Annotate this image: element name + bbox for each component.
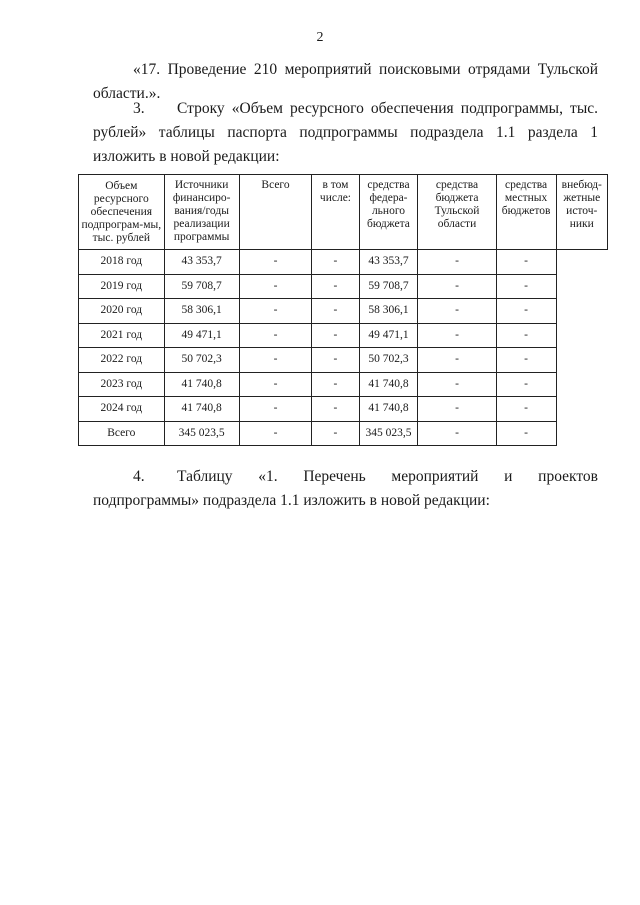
cell-total: 43 353,7 [164, 250, 239, 275]
paragraph-item-17: «17. Проведение 210 мероприятий поисковыми отрядами Тульской области.». [93, 61, 598, 102]
cell-federal: - [312, 421, 359, 446]
table-row-label: Объем ресурсного обеспечения подпрограм-мы, тыс. рублей [79, 175, 165, 250]
cell-total: 49 471,1 [164, 323, 239, 348]
cell-federal: - [312, 348, 359, 373]
table-row [79, 397, 608, 422]
paragraph-number: 3. [133, 100, 145, 117]
table-row [79, 250, 608, 275]
cell-extrabudgetary: - [496, 323, 556, 348]
cell-year: 2019 год [79, 274, 165, 299]
table-header-row [79, 175, 608, 250]
table-row [79, 299, 608, 324]
header-extrabudgetary: внебюд-жетные источ-ники [556, 175, 607, 250]
cell-federal: - [312, 372, 359, 397]
cell-regional: 43 353,7 [359, 250, 418, 275]
cell-extrabudgetary: - [496, 397, 556, 422]
cell-total: 41 740,8 [164, 397, 239, 422]
cell-extrabudgetary: - [496, 421, 556, 446]
page-number: 2 [316, 30, 324, 45]
cell-federal: - [312, 250, 359, 275]
cell-local: - [418, 421, 496, 446]
paragraph-item-3 [93, 97, 598, 169]
table-row [79, 421, 608, 446]
cell-extrabudgetary: - [496, 250, 556, 275]
cell-including: - [239, 372, 312, 397]
table-row [79, 372, 608, 397]
cell-regional: 49 471,1 [359, 323, 418, 348]
cell-total: 50 702,3 [164, 348, 239, 373]
cell-local: - [418, 323, 496, 348]
table-body [79, 250, 608, 446]
cell-total: 41 740,8 [164, 372, 239, 397]
cell-regional: 58 306,1 [359, 299, 418, 324]
cell-including: - [239, 250, 312, 275]
cell-local: - [418, 299, 496, 324]
cell-extrabudgetary: - [496, 274, 556, 299]
cell-total: 58 306,1 [164, 299, 239, 324]
header-regional: средства бюджета Тульской области [418, 175, 496, 250]
cell-regional: 50 702,3 [359, 348, 418, 373]
cell-including: - [239, 421, 312, 446]
table-row [79, 274, 608, 299]
cell-year: 2023 год [79, 372, 165, 397]
header-sources: Источники финансиро-вания/годы реализации программы [164, 175, 239, 250]
cell-including: - [239, 348, 312, 373]
cell-federal: - [312, 397, 359, 422]
table-row [79, 348, 608, 373]
cell-including: - [239, 397, 312, 422]
cell-total: 59 708,7 [164, 274, 239, 299]
header-total: Всего [239, 175, 312, 250]
cell-federal: - [312, 299, 359, 324]
cell-including: - [239, 323, 312, 348]
header-federal: средства федера-льного бюджета [359, 175, 418, 250]
cell-year: 2024 год [79, 397, 165, 422]
resource-table [78, 174, 608, 446]
cell-extrabudgetary: - [496, 372, 556, 397]
cell-total: 345 023,5 [164, 421, 239, 446]
cell-local: - [418, 274, 496, 299]
cell-extrabudgetary: - [496, 299, 556, 324]
cell-regional: 41 740,8 [359, 372, 418, 397]
cell-regional: 41 740,8 [359, 397, 418, 422]
cell-including: - [239, 274, 312, 299]
cell-federal: - [312, 323, 359, 348]
paragraph-text: Строку «Объем ресурсного обеспечения подпрограммы, тыс. рублей» таблицы паспорта подпрограммы подраздела 1.1 раздела 1 изложить в новой редакции: [93, 100, 598, 165]
paragraph-text: Таблицу «1. Перечень мероприятий и проектов подпрограммы» подраздела 1.1 изложить в новой редакции: [93, 468, 598, 509]
cell-local: - [418, 372, 496, 397]
cell-year: 2021 год [79, 323, 165, 348]
cell-federal: - [312, 274, 359, 299]
cell-year: 2020 год [79, 299, 165, 324]
cell-local: - [418, 397, 496, 422]
cell-year: 2018 год [79, 250, 165, 275]
cell-extrabudgetary: - [496, 348, 556, 373]
cell-regional: 59 708,7 [359, 274, 418, 299]
cell-including: - [239, 299, 312, 324]
cell-local: - [418, 250, 496, 275]
cell-year: 2022 год [79, 348, 165, 373]
header-including: в том числе: [312, 175, 359, 250]
cell-regional: 345 023,5 [359, 421, 418, 446]
cell-year: Всего [79, 421, 165, 446]
paragraph-number: 4. [133, 468, 145, 485]
paragraph-item-4 [93, 465, 598, 513]
cell-local: - [418, 348, 496, 373]
header-local: средства местных бюджетов [496, 175, 556, 250]
table-row [79, 323, 608, 348]
